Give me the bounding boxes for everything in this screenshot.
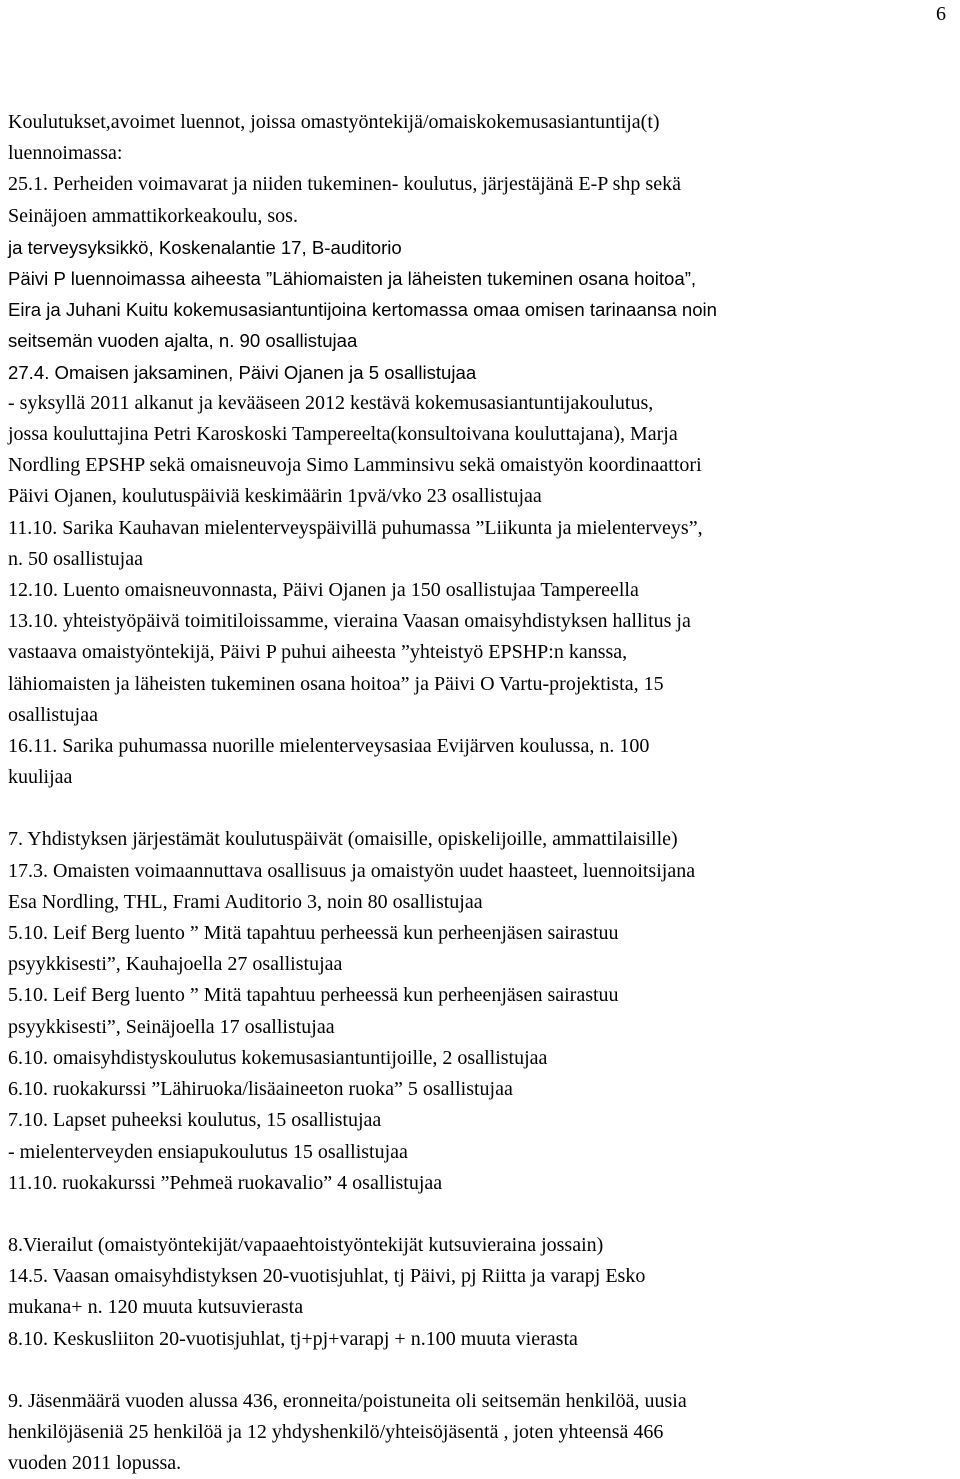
text-line: - syksyllä 2011 alkanut ja kevääseen 2012 kestävä kokemusasiantuntijakoulutus, bbox=[8, 391, 654, 414]
text-line: 27.4. Omaisen jaksaminen, Päivi Ojanen ja 5 osallistujaa bbox=[8, 361, 477, 383]
text-line: 11.10. Sarika Kauhavan mielenterveyspäivillä puhumassa ”Liikunta ja mielenterveys”, bbox=[8, 516, 703, 539]
text-line: 7.10. Lapset puheeksi koulutus, 15 osallistujaa bbox=[8, 1109, 382, 1132]
text-line: 13.10. yhteistyöpäivä toimitiloissamme, vieraina Vaasan omaisyhdistyksen hallitus ja bbox=[8, 610, 691, 633]
paragraph-gap bbox=[8, 793, 953, 824]
text-line: 11.10. ruokakurssi ”Pehmeä ruokavalio” 4 osallistujaa bbox=[8, 1171, 443, 1194]
paragraph-gap bbox=[8, 1199, 953, 1230]
text-line: 25.1. Perheiden voimavarat ja niiden tukeminen- koulutus, järjestäjänä E-P shp sekä bbox=[8, 173, 681, 196]
text-line: kuulijaa bbox=[8, 766, 73, 789]
text-line: 6.10. ruokakurssi ”Lähiruoka/lisäaineeton ruoka” 5 osallistujaa bbox=[8, 1078, 513, 1101]
section-7 bbox=[8, 824, 953, 1198]
text-line: 12.10. Luento omaisneuvonnasta, Päivi Ojanen ja 150 osallistujaa Tampereella bbox=[8, 579, 639, 602]
section-9 bbox=[8, 1386, 953, 1479]
document-body bbox=[8, 107, 953, 1479]
text-line: luennoimassa: bbox=[8, 142, 123, 165]
text-line: Seinäjoen ammattikorkeakoulu, sos. bbox=[8, 204, 298, 227]
text-line: lähiomaisten ja läheisten tukeminen osana hoitoa” ja Päivi O Vartu-projektista, 15 bbox=[8, 672, 664, 695]
text-line: vastaava omaistyöntekijä, Päivi P puhui aiheesta ”yhteistyö EPSHP:n kanssa, bbox=[8, 641, 628, 664]
training-intro bbox=[8, 107, 953, 232]
text-line: Eira ja Juhani Kuitu kokemusasiantuntijoina kertomassa omaa omisen tarinaansa noin bbox=[8, 299, 718, 321]
text-line: henkilöjäseniä 25 henkilöä ja 12 yhdyshenkilö/yhteisöjäsentä , joten yhteensä 466 bbox=[8, 1420, 664, 1443]
text-line: Päivi Ojanen, koulutuspäiviä keskimäärin 1pvä/vko 23 osallistujaa bbox=[8, 485, 542, 508]
text-line: Päivi P luennoimassa aiheesta ”Lähiomaisten ja läheisten tukeminen osana hoitoa”, bbox=[8, 268, 697, 290]
text-line: n. 50 osallistujaa bbox=[8, 547, 143, 570]
text-line: - mielenterveyden ensiapukoulutus 15 osallistujaa bbox=[8, 1140, 408, 1163]
training-details bbox=[8, 232, 953, 388]
page-number: 6 bbox=[936, 3, 946, 25]
text-line: 14.5. Vaasan omaisyhdistyksen 20-vuotisjuhlat, tj Päivi, pj Riitta ja varapj Esko bbox=[8, 1265, 646, 1288]
text-line: seitsemän vuoden ajalta, n. 90 osallistujaa bbox=[8, 330, 358, 352]
text-line: vuoden 2011 lopussa. bbox=[8, 1452, 182, 1475]
section-8 bbox=[8, 1230, 953, 1355]
text-line: 5.10. Leif Berg luento ” Mitä tapahtuu perheessä kun perheenjäsen sairastuu bbox=[8, 922, 619, 945]
text-line: 7. Yhdistyksen järjestämät koulutuspäivät (omaisille, opiskelijoille, ammattilaisille) bbox=[8, 828, 678, 851]
text-line: 6.10. omaisyhdistyskoulutus kokemusasiantuntijoille, 2 osallistujaa bbox=[8, 1046, 548, 1069]
training-list bbox=[8, 388, 953, 794]
text-line: jossa kouluttajina Petri Karoskoski Tampereelta(konsultoivana kouluttajana), Marja bbox=[8, 423, 678, 446]
text-line: 5.10. Leif Berg luento ” Mitä tapahtuu perheessä kun perheenjäsen sairastuu bbox=[8, 984, 619, 1007]
text-line: Nordling EPSHP sekä omaisneuvoja Simo Lamminsivu sekä omaistyön koordinaattori bbox=[8, 454, 702, 477]
text-line: 17.3. Omaisten voimaannuttava osallisuus ja omaistyön uudet haasteet, luennoitsijana bbox=[8, 859, 696, 882]
text-line: osallistujaa bbox=[8, 703, 98, 726]
text-line: Esa Nordling, THL, Frami Auditorio 3, noin 80 osallistujaa bbox=[8, 890, 483, 913]
paragraph-gap bbox=[8, 1355, 953, 1386]
text-line: mukana+ n. 120 muuta kutsuvierasta bbox=[8, 1296, 304, 1319]
text-line: psyykkisesti”, Seinäjoella 17 osallistujaa bbox=[8, 1015, 335, 1038]
text-line: 16.11. Sarika puhumassa nuorille mielenterveysasiaa Evijärven koulussa, n. 100 bbox=[8, 735, 650, 758]
text-line: 9. Jäsenmäärä vuoden alussa 436, eronneita/poistuneita oli seitsemän henkilöä, uusia bbox=[8, 1389, 687, 1412]
text-line: ja terveysyksikkö, Koskenalantie 17, B-auditorio bbox=[8, 236, 402, 258]
text-line: 8.Vierailut (omaistyöntekijät/vapaaehtoistyöntekijät kutsuvieraina jossain) bbox=[8, 1233, 604, 1256]
text-line: psyykkisesti”, Kauhajoella 27 osallistujaa bbox=[8, 953, 343, 976]
text-line: 8.10. Keskusliiton 20-vuotisjuhlat, tj+pj+varapj + n.100 muuta vierasta bbox=[8, 1327, 578, 1350]
text-line: Koulutukset,avoimet luennot, joissa omastyöntekijä/omaiskokemusasiantuntija(t) bbox=[8, 111, 660, 133]
